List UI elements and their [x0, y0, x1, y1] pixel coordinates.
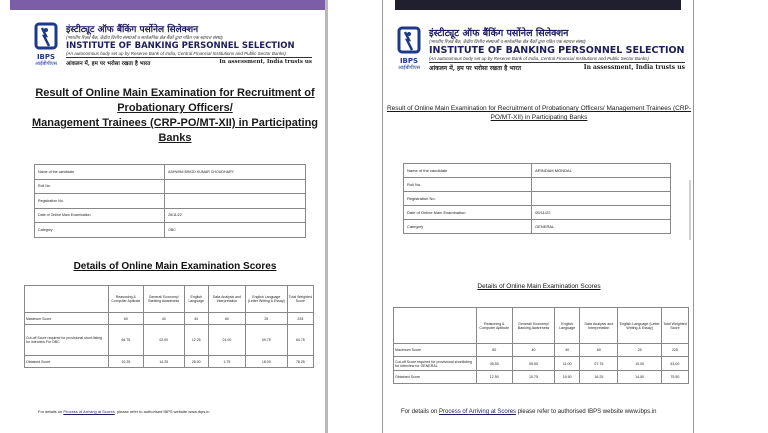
info-value: GENERAL: [532, 220, 671, 234]
ibps-logo: [395, 26, 423, 71]
score-cell: 78.25: [287, 356, 313, 368]
score-cell: 40: [143, 313, 184, 325]
logo-subtext: आईबीपीएस: [398, 65, 420, 71]
score-cell: 25: [618, 344, 661, 357]
result-title: [383, 104, 694, 122]
info-key: Roll No.: [35, 179, 165, 194]
left-result-page: [10, 0, 328, 433]
logo-text: IBPS: [36, 53, 56, 61]
logo-text: IBPS: [399, 57, 419, 65]
column-header: General/ Economy/ Banking Awareness: [512, 308, 554, 344]
tagline-hindi: आंकलन में, हम पर भरोसा रखता है भारत: [66, 61, 151, 67]
score-cell: 01.00: [208, 325, 245, 356]
column-header: Data Analysis and Interpretation: [208, 286, 245, 313]
browser-top-bar: [395, 0, 681, 10]
table-row: [404, 178, 671, 192]
score-cell: 10.25: [108, 356, 143, 368]
score-cell: 28.00: [184, 356, 208, 368]
score-cell: 14.25: [143, 356, 184, 368]
score-cell: 64.75: [287, 325, 313, 356]
column-header: English Language: [184, 286, 208, 313]
column-header: English Language (Letter Writing & Essay): [245, 286, 287, 313]
candidate-info-table: [34, 164, 306, 238]
table-row: [394, 344, 689, 357]
institute-sub-english: (An autonomous body set up by Reserve Bank of India, Central Financial Institutions and Public Sector Banks): [429, 56, 649, 61]
column-header: Total Weighted Score: [661, 308, 688, 344]
score-cell: 60: [476, 344, 512, 357]
row-label: Obtained Score: [25, 356, 109, 368]
info-value: [532, 192, 671, 206]
info-value: ARINDAM MONDAL: [532, 164, 671, 178]
column-header: Data Analysis and Interpretation: [580, 308, 618, 344]
footer-text: please refer to authorised IBPS website www.ibps.in: [516, 409, 657, 415]
institute-name-english: INSTITUTE OF BANKING PERSONNEL SELECTION: [66, 41, 295, 51]
tagline-english: In assessment, India trusts us: [219, 59, 312, 65]
score-cell: 19.50: [555, 371, 580, 384]
table-header-row: [25, 286, 314, 313]
institute-sub-english: (An autonomous body set up by Reserve Bank of India, Central Financial Institutions and Public Sector Banks): [66, 51, 286, 56]
score-cell: 02.00: [143, 325, 184, 356]
scrollbar[interactable]: [689, 180, 691, 240]
score-cell: 63.00: [661, 357, 688, 371]
info-value: [165, 179, 306, 194]
browser-top-bar: [10, 0, 325, 10]
row-label: Obtained Score: [394, 371, 477, 384]
score-cell: 60: [580, 344, 618, 357]
score-cell: 225: [661, 344, 688, 357]
table-row: [35, 165, 306, 180]
table-row: [394, 371, 689, 384]
title-line: Result of Online Main Examination for Recruitment of Probationary Officers/ Management Trainees (CRP-: [386, 105, 692, 112]
info-key: Name of the candidate: [404, 164, 532, 178]
table-row: [25, 356, 314, 368]
title-line: Probationary Officers/: [117, 102, 233, 114]
score-cell: 60: [208, 313, 245, 325]
ibps-header: [395, 26, 685, 72]
row-label: Cut-off Score required for provisional short-listing for interview For OBC: [25, 325, 109, 356]
info-key: Registration No.: [404, 192, 532, 206]
score-cell: 09.75: [245, 325, 287, 356]
footer-text: For details on: [38, 409, 64, 414]
ibps-emblem-icon: [33, 22, 59, 52]
table-row: [35, 194, 306, 209]
column-header: English Language (Letter Writing & Essay): [618, 308, 661, 344]
title-line: Banks: [158, 132, 192, 144]
column-header: [25, 286, 109, 313]
score-cell: 14.50: [618, 371, 661, 384]
institute-name-english: INSTITUTE OF BANKING PERSONNEL SELECTION: [429, 45, 685, 56]
score-cell: 25: [245, 313, 287, 325]
column-header: [394, 308, 477, 344]
process-link[interactable]: Process of Arriving at Scores: [63, 409, 115, 414]
table-header-row: [394, 308, 689, 344]
institute-name-hindi: इंस्टीट्यूट ऑफ बैंकिंग पर्सोनेल सिलेक्शन: [66, 25, 199, 35]
column-header: General/ Economy/ Banking Awareness: [143, 286, 184, 313]
ibps-header: [32, 22, 312, 67]
info-value: [532, 178, 671, 192]
score-cell: 40: [184, 313, 208, 325]
footer-text: , please refer to authorised IBPS website www.ibps.in: [114, 409, 210, 414]
info-value: 05/11/22: [532, 206, 671, 220]
row-label: Maximum Score: [25, 313, 109, 325]
table-row: [404, 206, 671, 220]
score-cell: 12.50: [476, 371, 512, 384]
column-header: English Language: [555, 308, 580, 344]
institute-sub-hindi: (भारतीय रिज़र्व बैंक, केंद्रीय वित्तीय संस्थाओं व सार्वजनिक क्षेत्र बैंकों द्वारा गठित एक स्वायत्त संस्था): [429, 39, 586, 44]
footer-text: For details on: [401, 409, 440, 415]
info-value: [165, 194, 306, 209]
institute-sub-hindi: (भारतीय रिज़र्व बैंक, केंद्रीय वित्तीय संस्थाओं व सार्वजनिक क्षेत्र बैंकों द्वारा गठित एक स्वायत्त संस्था): [66, 35, 223, 40]
score-cell: 225: [287, 313, 313, 325]
title-line: PO/MT-XII) in Participating Banks: [490, 114, 588, 121]
section-title: Details of Online Main Examination Scores: [477, 283, 601, 290]
score-cell: 64.75: [108, 325, 143, 356]
table-row: [394, 357, 689, 371]
info-value: ASHWINI BINOD KUMAR CHOUDHARY: [165, 165, 306, 180]
tagline-english: In assessment, India trusts us: [583, 64, 685, 71]
section-title: Details of Online Main Examination Scores: [73, 261, 277, 272]
table-row: [25, 325, 314, 356]
tagline-hindi: आंकलन में, हम पर भरोसा रखता है भारत: [429, 65, 522, 72]
score-cell: 75.50: [661, 371, 688, 384]
score-cell: 10.75: [512, 371, 554, 384]
score-cell: 05.50: [476, 357, 512, 371]
score-cell: 1.75: [208, 356, 245, 368]
table-row: [35, 223, 306, 238]
info-value: 26/11/22: [165, 208, 306, 223]
score-cell: 60: [108, 313, 143, 325]
footer-note: [401, 409, 656, 415]
column-header: Reasoning & Computer Aptitude: [476, 308, 512, 344]
institute-name-hindi: इंस्टीट्यूट ऑफ बैंकिंग पर्सोनेल सिलेक्शन: [429, 28, 569, 39]
info-key: Category: [35, 223, 165, 238]
score-cell: 07.75: [580, 357, 618, 371]
score-cell: 10.00: [618, 357, 661, 371]
process-link[interactable]: Process of Arriving at Scores: [439, 409, 517, 415]
right-result-page: [382, 0, 694, 433]
table-row: [35, 179, 306, 194]
score-cell: 40: [555, 344, 580, 357]
footer-note: [38, 409, 209, 414]
info-key: Name of the candidate: [35, 165, 165, 180]
candidate-info-table: [403, 163, 671, 234]
table-row: [404, 164, 671, 178]
title-line: Result of Online Main Examination for Recruitment of: [35, 87, 315, 99]
column-header: Total Weighted Score: [287, 286, 313, 313]
row-label: Cut-off Score required for provisional shortlisting for interview for GENERAL: [394, 357, 477, 371]
info-key: Date of Online Main Examination: [404, 206, 532, 220]
row-label: Maximum Score: [394, 344, 477, 357]
score-cell: 18.00: [245, 356, 287, 368]
column-header: Reasoning & Computer Aptitude: [108, 286, 143, 313]
result-title: [26, 86, 324, 146]
info-key: Date of Online Main Examination: [35, 208, 165, 223]
table-row: [404, 192, 671, 206]
score-cell: 12.25: [184, 325, 208, 356]
score-cell: 11.00: [555, 357, 580, 371]
title-line: Management Trainees (CRP-PO/MT-XII) in Participating: [31, 117, 319, 129]
scores-table: [24, 285, 314, 368]
table-row: [35, 208, 306, 223]
ibps-logo: [32, 22, 60, 67]
table-row: [404, 220, 671, 234]
scores-table: [393, 307, 689, 384]
info-key: Roll No.: [404, 178, 532, 192]
logo-subtext: आईबीपीएस: [35, 61, 57, 67]
ibps-emblem-icon: [396, 26, 422, 56]
score-cell: 40: [512, 344, 554, 357]
info-value: OBC: [165, 223, 306, 238]
score-cell: 05.50: [512, 357, 554, 371]
score-cell: 16.25: [580, 371, 618, 384]
info-key: Registration No.: [35, 194, 165, 209]
table-row: [25, 313, 314, 325]
info-key: Category: [404, 220, 532, 234]
